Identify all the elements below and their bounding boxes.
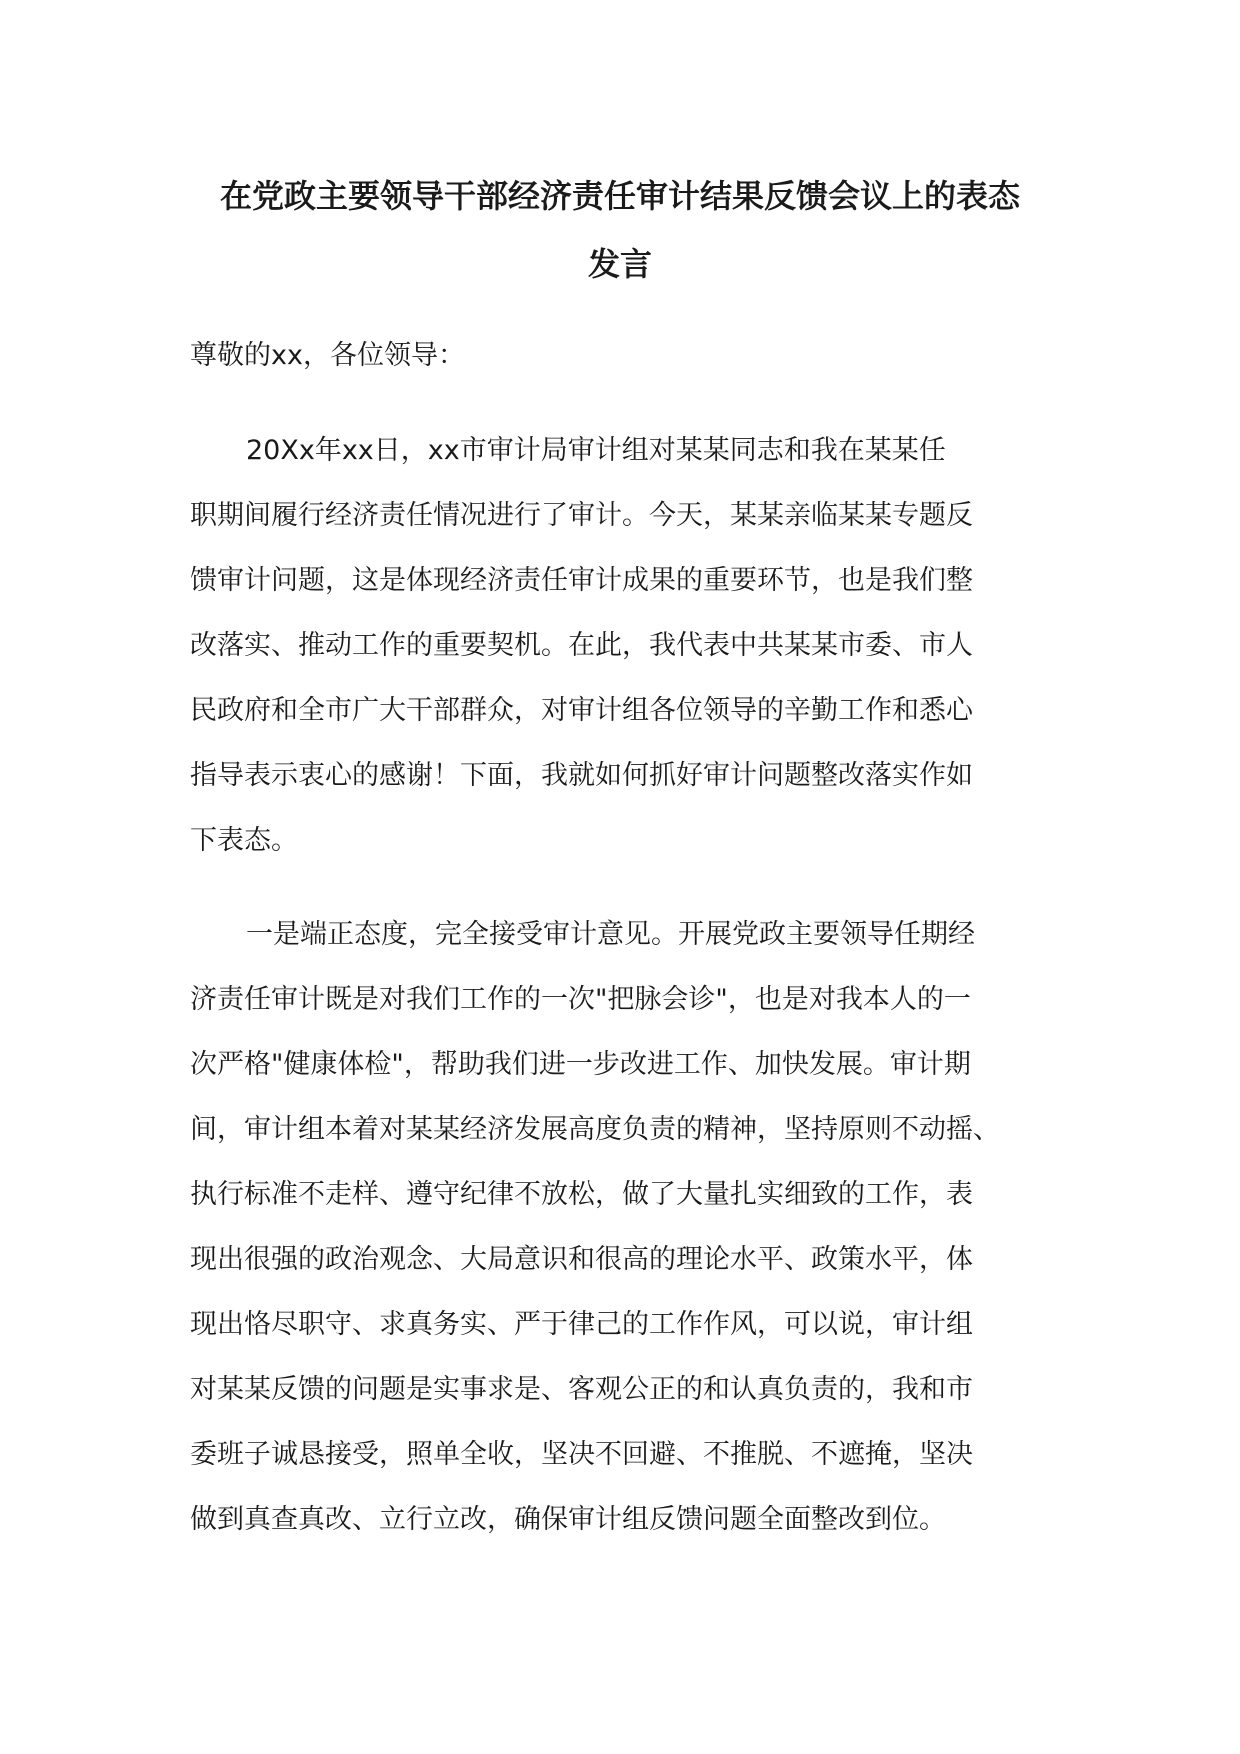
paragraph-line: 对某某反馈的问题是实事求是、客观公正的和认真负责的，我和市 [190, 1374, 973, 1405]
paragraph-line: 现出恪尽职守、求真务实、严于律己的工作作风，可以说，审计组 [190, 1309, 973, 1340]
paragraph-line: 一是端正态度，完全接受审计意见。开展党政主要领导任期经 [246, 919, 975, 950]
paragraph-point-one [190, 902, 1070, 1552]
paragraph-line: 委班子诚恳接受，照单全收，坚决不回避、不推脱、不遮掩，坚决 [190, 1439, 973, 1470]
document-title [160, 162, 1080, 298]
title-line-1: 在党政主要领导干部经济责任审计结果反馈会议上的表态 [219, 177, 1020, 215]
paragraph-line: 职期间履行经济责任情况进行了审计。今天，某某亲临某某专题反 [190, 500, 973, 531]
paragraph-line: 馈审计问题，这是体现经济责任审计成果的重要环节，也是我们整 [190, 565, 973, 596]
salutation: 尊敬的xx，各位领导： [190, 340, 465, 371]
paragraph-line: 指导表示衷心的感谢！下面，我就如何抓好审计问题整改落实作如 [190, 760, 973, 791]
title-line-2: 发言 [587, 245, 652, 283]
paragraph-line: 济责任审计既是对我们工作的一次"把脉会诊"，也是对我本人的一 [190, 984, 971, 1015]
paragraph-line: 民政府和全市广大干部群众，对审计组各位领导的辛勤工作和悉心 [190, 695, 973, 726]
paragraph-line: 20Xx年xx日，xx市审计局审计组对某某同志和我在某某任 [246, 435, 946, 466]
paragraph-line: 现出很强的政治观念、大局意识和很高的理论水平、政策水平，体 [190, 1244, 973, 1275]
paragraph-line: 执行标准不走样、遵守纪律不放松，做了大量扎实细致的工作，表 [190, 1179, 973, 1210]
paragraph-line: 下表态。 [190, 825, 298, 856]
paragraph-line: 次严格"健康体检"，帮助我们进一步改进工作、加快发展。审计期 [190, 1049, 971, 1080]
paragraph-line: 做到真查真改、立行立改，确保审计组反馈问题全面整改到位。 [190, 1504, 946, 1535]
paragraph-line: 改落实、推动工作的重要契机。在此，我代表中共某某市委、市人 [190, 630, 973, 661]
paragraph-intro [190, 418, 1070, 873]
paragraph-line: 间，审计组本着对某某经济发展高度负责的精神，坚持原则不动摇、 [190, 1114, 1000, 1145]
